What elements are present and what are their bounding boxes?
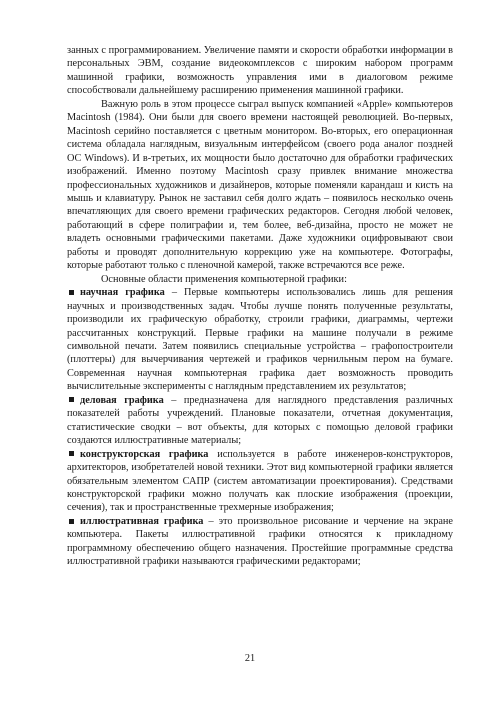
list-item-illustrative-graphics <box>67 515 453 569</box>
page-number: 21 <box>244 653 256 664</box>
term-scientific-graphics: научная графика <box>80 287 165 299</box>
paragraph-continuation: занных с программированием. Увеличение памяти и скорости обработки информации в персональных ЭВМ, создание видеокомплексов с широким набором программ машинной графики, возможность управления ими в диалоговом режиме способствовали дальнейшему расширению применения машинной графики. <box>67 45 453 97</box>
paragraph-areas-intro: Основные области применения компьютерной графики: <box>101 273 347 285</box>
bullet-square-icon <box>69 397 74 402</box>
bullet-square-icon <box>69 290 74 295</box>
bullet-square-icon <box>69 451 74 456</box>
item-text-scientific-graphics: – Первые компьютеры использовались лишь для решения научных и производственных задач. Чтобы лучше понять полученные результаты, производили их графическую обработку, строили графики, диаграммы, чертежи рассчитанных конструкций. Первые графики на машине получали в режиме символьной печати. Затем появились специальные устройства – графопостроители (плоттеры) для вычерчивания чертежей и графиков чернильным пером на бумаге. Современная научная компьютерная графика дает возможность проводить вычислительные эксперименты с наглядным представлением их результатов; <box>67 287 453 393</box>
list-item-design-graphics <box>67 448 453 515</box>
term-illustrative-graphics: иллюстративная графика <box>80 515 204 527</box>
item-text-business-graphics: – предназначена для наглядного представления различных показателей работы учреждений. Плановые показатели, отчетная документация, статистические сводки – вот объекты, для которых с помощью деловой графики создаются иллюстративные материалы; <box>67 394 453 447</box>
item-text-design-graphics: используется в работе инженеров-конструкторов, архитекторов, изобретателей новой техники. Этот вид компьютерной графики является обязательным элементом САПР (систем автоматизации проектирования). Средствами конструкторской графики можно получать как плоские изображения (проекции, сечения), так и пространственные трехмерные изображения; <box>67 448 453 514</box>
list-item-business-graphics <box>67 394 453 448</box>
term-design-graphics: конструкторская графика <box>80 448 209 460</box>
paragraph-apple-macintosh: Важную роль в этом процессе сыграл выпуск компанией «Apple» компьютеров Macintosh (1984). Они были для своего времени настоящей революцией. Во-первых, Macintosh серийно поставляется с цветным монитором. Во-вторых, его операционная система обладала наглядным, визуальным интерфейсом (своего рода аналог поздней ОС Windows). И в-третьих, их мощности было достаточно для обработки графических изображений. Именно поэтому Macintosh сразу привлек внимание множества профессиональных художников и дизайнеров, которые поменяли карандаш и кисть на мышь и клавиатуру. Рынок не заставил себя долго ждать – появилось несколько очень впечатляющих для своего времени графических редакторов. Сегодня любой человек, работающий в сфере полиграфии и, тем более, веб-дизайна, просто не может не владеть основными графическими пакетами. Даже художники оцифровывают свои работы и проводят дополнительную коррекцию уже на компьютере. Фотографы, которые работают только с пленочной камерой, также встречаются все реже. <box>67 98 453 272</box>
list-item-scientific-graphics <box>67 286 453 394</box>
bullet-square-icon <box>69 519 74 524</box>
item-text-illustrative-graphics: – это произвольное рисование и черчение на экране компьютера. Пакеты иллюстративной графики относятся к прикладному программному обеспечению общего назначения. Простейшие программные средства иллюстративной графики называются графическими редакторами; <box>67 515 453 568</box>
term-business-graphics: деловая графика <box>80 394 164 406</box>
